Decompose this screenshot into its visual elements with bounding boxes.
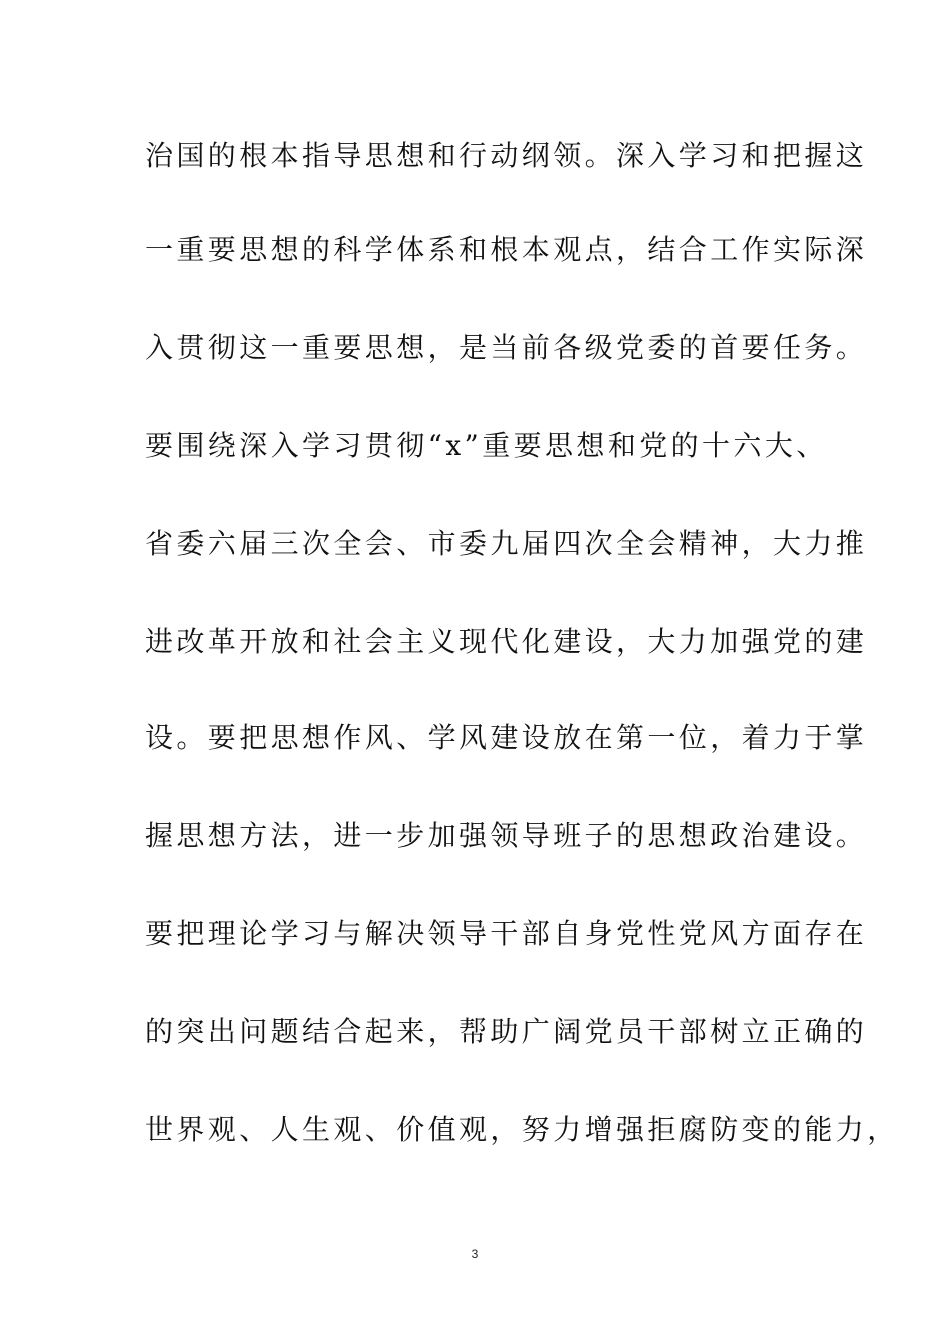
page-number: 3 — [471, 1247, 479, 1261]
body-text-line: 世界观、人生观、价值观，努力增强拒腐防变的能力， — [145, 1113, 899, 1146]
body-text-line: 省委六届三次全会、市委九届四次全会精神，大力推 — [145, 527, 868, 560]
body-text-line: 进改革开放和社会主义现代化建设，大力加强党的建 — [145, 625, 868, 658]
body-text-line: 一重要思想的科学体系和根本观点，结合工作实际深 — [145, 233, 868, 266]
body-text-line: 治国的根本指导思想和行动纲领。深入学习和把握这 — [145, 139, 868, 172]
body-text-line: 要围绕深入学习贯彻“x”重要思想和党的十六大、 — [145, 429, 828, 462]
body-text-line: 握思想方法，进一步加强领导班子的思想政治建设。 — [145, 819, 868, 852]
body-text-line: 要把理论学习与解决领导干部自身党性党风方面存在 — [145, 917, 868, 950]
body-text-line: 设。要把思想作风、学风建设放在第一位，着力于掌 — [145, 721, 868, 754]
body-text-line: 入贯彻这一重要思想，是当前各级党委的首要任务。 — [145, 331, 868, 364]
body-text-line: 的突出问题结合起来，帮助广阔党员干部树立正确的 — [145, 1015, 868, 1048]
